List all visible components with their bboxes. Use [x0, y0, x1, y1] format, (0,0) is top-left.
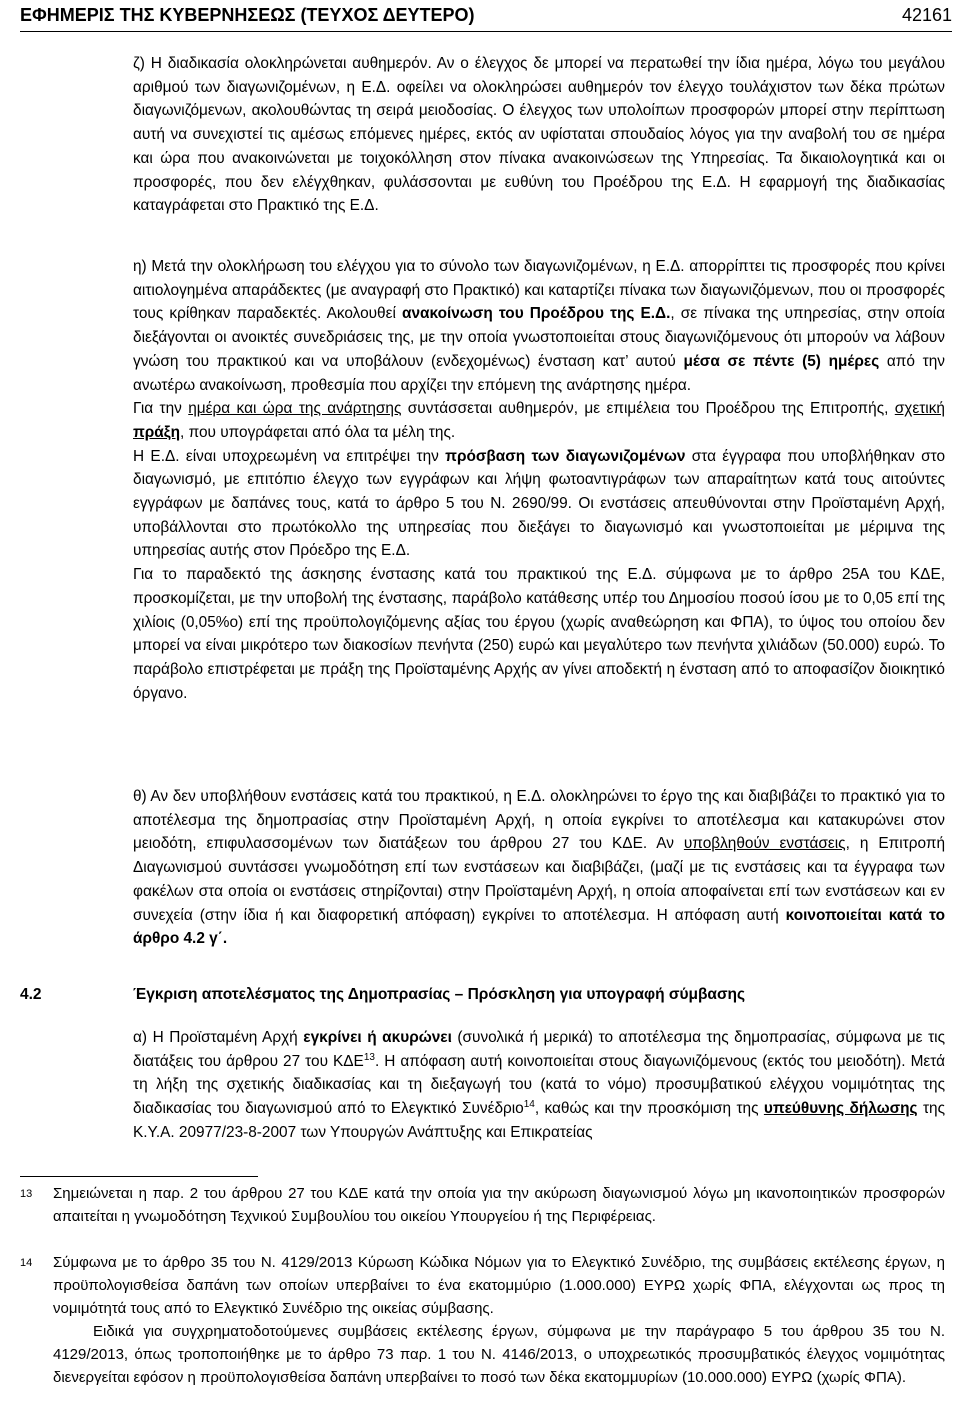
alpha-text-c: . Η απόφαση αυτή κοινοποιείται στους διαγωνιζόμενους (εκτός του μειοδότη). Μετά τη λήξη της σχετικής διαδικασίας και τη διεξαγωγή του (κατά το νόμο) προσυμβατικού ελέγχου νομιμότητας της διαδικασίας του διαγωνισμού από το Ελεγκτικό Συνέδριο [133, 1052, 946, 1118]
footnote-ref-14[interactable]: 14 [523, 1098, 535, 1110]
footnote-14-mark: 14 [20, 1257, 33, 1269]
paragraph-eta [133, 255, 945, 705]
eta3-text-a: Η Ε.Δ. είναι υποχρεωμένη να επιτρέψει την [133, 447, 446, 465]
paragraph-theta-text [133, 785, 945, 951]
eta-text-c: από την ανωτέρω ανακοίνωση, προθεσμία που αρχίζει την επόμενη της ανάρτησης ημέρα. [133, 352, 945, 394]
header-rule [20, 31, 952, 32]
theta-underline-objections: υποβληθούν ενστάσεις [683, 835, 846, 853]
alpha-text-d: , καθώς και την προσκόμιση της [534, 1100, 764, 1118]
section-title: Έγκριση αποτελέσματος της Δημοπρασίας – Πρόσκληση για υπογραφή σύμβασης [133, 986, 746, 1003]
eta2-text-c: , που υπογράφεται από όλα τα μέλη της. [180, 423, 456, 441]
alpha-text-a: α) Η Προϊσταμένη Αρχή [133, 1029, 304, 1046]
theta-bold-notified: κοινοποιείται κατά το άρθρο 4.2 γ΄. [133, 906, 945, 948]
eta2-text-a: Για την [133, 400, 189, 418]
paragraph-zeta-text: ζ) Η διαδικασία ολοκληρώνεται αυθημερόν. Αν ο έλεγχος δε μπορεί να περατωθεί την ίδια ημέρα, λόγω του μεγάλου αριθμού των διαγωνιζομένων, η Ε.Δ. οφείλει να ολοκληρώσει αυθημερόν τον έλεγχο τουλάχιστον των δέκα πρώτων διαγωνιζόμενων, ακολουθώντας τη σειρά μειοδοσίας. Ο έλεγχος των υπολοίπων προσφορών μπορεί στην περίπτωση αυτή να συνεχιστεί τις αμέσως επόμενες ημέρες, εκτός αν υφίσταται σπουδαίος λόγος για την αναβολή του σε ημέρα και ώρα που ανακοινώνεται με τοιχοκόλληση στον πίνακα ανακοινώσεων της Υπηρεσίας. Τα δικαιολογητικά και οι προσφορές, που δεν ελέγχθηκαν, φυλάσσονται με ευθύνη του Προέδρου της Ε.Δ. Η εφαρμογή της διαδικασίας καταγράφεται στο Πρακτικό της Ε.Δ. [133, 55, 945, 215]
footnote-13-mark: 13 [20, 1188, 33, 1200]
footnote-14-text-2: Ειδικά για συγχρηματοδοτούμενες συμβάσεις εκτέλεσης έργων, σύμφωνα με την παράγραφο 5 του άρθρου 35 του Ν. 4129/2013, όπως τροποποιήθηκε με το άρθρο 73 παρ. 1 του Ν. 4146/2013, ο υποχρεωτικός προσυμβατικός έλεγχος νομιμότητας διενεργείται εφόσον η προϋπολογισθείσα δαπάνη υπερβαίνει το ποσό των δέκα εκατομμυρίων (10.000.000) ΕΥΡΩ (χωρίς ΦΠΑ). [53, 1323, 945, 1386]
paragraph-eta-3 [133, 445, 945, 564]
alpha-bold-declaration [764, 1100, 918, 1117]
alpha-text-e: της Κ.Υ.Α. 20977/23-8-2007 των Υπουργών Ανάπτυξης και Επικρατείας [133, 1100, 945, 1141]
paragraph-zeta [133, 52, 945, 218]
alpha-text-b: (συνολικά ή μερικά) το αποτέλεσμα της δημοπρασίας, σύμφωνα με τις διατάξεις του άρθρου 27 του ΚΔΕ [133, 1029, 945, 1070]
eta3-text-b: στα έγγραφα που υποβλήθηκαν στο διαγωνισμό, με επιτόπιο έλεγχο των εγγράφων και λήψη φωτοαντιγράφων των απαραίτητων κατά τους αιτούντες εγγράφων με δαπάνες τους, κατά το άρθρο 5 του Ν. 2690/99. Οι ενστάσεις απευθύνονται στην Προϊσταμένη Αρχή, υποβάλλονται στο πρωτόκολλο της υπηρεσίας που διεξάγει το διαγωνισμό και γνωστοποιείται με μέριμνα της υπηρεσίας αυτής στον Πρόεδρο της Ε.Δ. [133, 447, 946, 560]
eta-text-a: η) Μετά την ολοκλήρωση του ελέγχου για το σύνολο των διαγωνιζομένων, η Ε.Δ. απορρίπτει τις προσφορές που κρίνει αιτιολογημένα απαράδεκτες (με αναγραφή στο Πρακτικό) και καταρτίζει πίνακα των διαγωνιζόμενων, που οι προσφορές τους κρίθηκαν παραδεκτές. Ακολουθεί [133, 258, 945, 323]
section-number: 4.2 [20, 986, 42, 1003]
footnote-14-text: Σύμφωνα με το άρθρο 35 του Ν. 4129/2013 Κύρωση Κώδικα Νόμων για το Ελεγκτικό Συνέδριο, της συμβάσεις εκτέλεσης έργων, η προϋπολογισθείσα δαπάνη των οποίων υπερβαίνει το ένα εκατομμύριο (1.000.000) ΕΥΡΩ χωρίς ΦΠΑ, ελέγχονται ως προς τη νομιμότητά τους από το Ελεγκτικό Συνέδριο της οικείας σύμβασης. [53, 1254, 945, 1317]
theta-text-b: , η Επιτροπή Διαγωνισμού συντάσσει γνωμοδότηση επί των ενστάσεων και διαβιβάζει, (μαζί με τις ενστάσεις και τα έγγραφα των φακέλων στα οποία οι ενστάσεις στηρίζονται) στην Προϊσταμένη Αρχή, η οποία αποφαίνεται επί των ενστάσεων και εν συνεχεία (στην ίδια ή και διαφορετική απόφαση) εγκρίνει το αποτέλεσμα. Η απόφαση αυτή [133, 835, 946, 924]
eta2-underline-day: ημέρα και ώρα της ανάρτησης [188, 400, 402, 418]
paragraph-eta-2 [133, 397, 945, 444]
alpha-bold-approves: εγκρίνει ή ακυρώνει [303, 1029, 452, 1046]
eta2-text-b: συντάσσεται αυθημερόν, με επιμέλεια του Προέδρου της Επιτροπής, [401, 400, 895, 418]
footnote-14 [20, 1251, 945, 1389]
eta-bold-announcement: ανακοίνωση του Προέδρου της Ε.Δ. [402, 305, 671, 323]
footnote-13-text: Σημειώνεται η παρ. 2 του άρθρου 27 του ΚΔΕ κατά την οποία για την ακύρωση διαγωνισμού λόγω μη ικανοποιητικών προσφορών απαιτείται η γνωμοδότηση Τεχνικού Συμβουλίου του οικείου Υπουργείου ή της Περιφέρειας. [53, 1185, 945, 1225]
paragraph-alpha [133, 1026, 945, 1145]
theta-text-a: θ) Αν δεν υποβλήθουν ενστάσεις κατά του πρακτικού, η Ε.Δ. ολοκληρώνει το έργο της και διαβιβάζει το πρακτικό για το αποτέλεσμα της δημοπρασίας στην Προϊσταμένη Αρχή, η οποία εγκρίνει το αποτέλεσμα και κατακυρώνει στον μειοδότη, επιφυλασσομένων των διατάξεων του άρθρου 27 του ΚΔΕ. Αν [133, 788, 945, 853]
footnote-13 [20, 1182, 945, 1228]
eta3-bold-access: πρόσβαση των διαγωνιζομένων [445, 447, 686, 465]
eta-bold-deadline: μέσα σε πέντε (5) ημέρες [683, 352, 880, 370]
eta2-bold-act [133, 424, 180, 441]
journal-title: ΕΦΗΜΕΡΙΣ ΤΗΣ ΚΥΒΕΡΝΗΣΕΩΣ (ΤΕΥΧΟΣ ΔΕΥΤΕΡΟ) [20, 5, 475, 25]
paragraph-alpha-text [133, 1026, 945, 1145]
paragraph-theta [133, 785, 945, 951]
paragraph-eta-4: Για το παραδεκτό της άσκησης ένστασης κατά του πρακτικού της Ε.Δ. σύμφωνα με το άρθρο 25Α του ΚΔΕ, προσκομίζεται, με την υποβολή της ένστασης, παράβολο κατάθεσης υπέρ του Δημοσίου ποσού ίσου με το 0,05 επί της χιλίοις (0,05%ο) επί της προϋπολογιζόμενης αξίας του έργου (χωρίς αναθεώρηση και ΦΠΑ), το ύψος του οποίου δεν μπορεί να είναι μικρότερο των διακοσίων πενήντα (250) ευρώ και μεγαλύτερο των πενήντα χιλιάδων (50.000) ευρώ. Το παράβολο επιστρέφεται με πράξη της Προϊσταμένης Αρχής αν γίνει αποδεκτή η ένσταση από το αποφασίζον διοικητικό όργανο. [133, 566, 945, 702]
alpha-bold-declaration-text: υπεύθυνης δήλωσης [763, 1100, 918, 1118]
paragraph-eta-1 [133, 255, 945, 397]
page-number: 42161 [901, 5, 952, 25]
eta-text-b: , σε πίνακα της υπηρεσίας, στην οποία διεξάγονται οι ανοικτές συνεδριάσεις της, με την οποία γνωστοποιείται στους διαγωνιζόμενους ότι μπορούν να λάβουν γνώση του πρακτικού και να υποβάλουν (ενδεχομένως) ένσταση κατ’ αυτού [133, 305, 946, 370]
footnote-ref-13[interactable]: 13 [363, 1051, 375, 1063]
eta2-bold-act-text: πράξη [133, 423, 181, 441]
footnote-separator [20, 1176, 258, 1177]
page-header [20, 0, 952, 30]
eta2-underline-relevant: σχετική [894, 400, 945, 418]
